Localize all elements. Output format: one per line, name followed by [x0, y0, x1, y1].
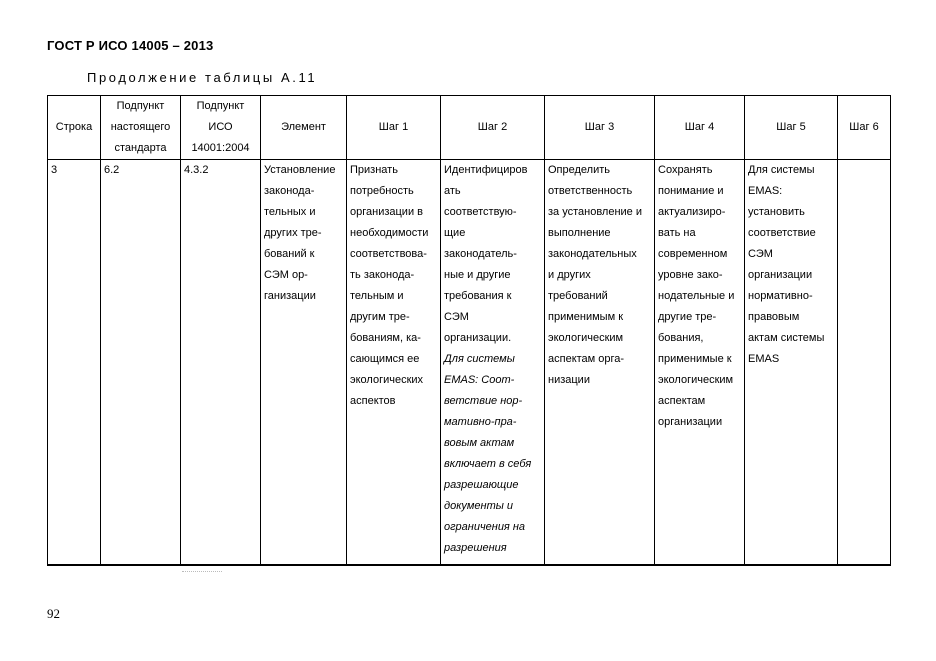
cell-text-line: ганизации — [264, 290, 316, 302]
cell-text-line: применимые к — [658, 353, 732, 365]
cell-text-line: установить — [748, 206, 805, 218]
cell-text-line: понимание и — [658, 185, 724, 197]
header-step-6: Шаг 6 — [838, 96, 891, 160]
header-row-number: Строка — [48, 96, 101, 160]
step-2-emas-note — [444, 349, 542, 559]
cell-text-line: актуализиро- — [658, 206, 726, 218]
cell-text-line: Для системы — [444, 353, 515, 365]
cell-text-line: аспектов — [350, 395, 396, 407]
cell-step-5 — [745, 160, 838, 566]
header-step-2: Шаг 2 — [441, 96, 545, 160]
cell-text-line: организации — [658, 416, 723, 428]
cell-text-line: EMAS — [748, 353, 780, 365]
cell-text-line: законодатель- — [444, 248, 517, 260]
cell-text-line: ть законода- — [350, 269, 415, 281]
cell-subclause-iso: 4.3.2 — [181, 160, 261, 566]
cell-text-line: Признать — [350, 164, 398, 176]
header-subclause-this-line: Подпункт — [116, 100, 165, 112]
requirements-table — [47, 95, 891, 566]
cell-text-line: бований к — [264, 248, 315, 260]
cell-text-line: EMAS: Соот- — [444, 374, 515, 386]
table-header-row — [48, 96, 891, 160]
cell-text-line: ответственность — [548, 185, 633, 197]
cell-text-line: нодательные и — [658, 290, 735, 302]
cell-text-line: аспектам орга- — [548, 353, 625, 365]
cell-step-3 — [545, 160, 655, 566]
cell-text-line: документы и — [444, 500, 514, 512]
cell-text-line: применимым к — [548, 311, 624, 323]
cell-text-line: разрешения — [444, 542, 507, 554]
header-subclause-this-line: настоящего — [110, 121, 171, 133]
cell-text-line: щие — [444, 227, 466, 239]
cell-text-line: экологическим — [658, 374, 734, 386]
cell-text-line: законодательных — [548, 248, 637, 260]
cell-text-line: Установление — [264, 164, 336, 176]
cell-text-line: соответствую- — [444, 206, 517, 218]
cell-step-4 — [655, 160, 745, 566]
header-step-5: Шаг 5 — [745, 96, 838, 160]
cell-text-line: ветствие нор- — [444, 395, 523, 407]
header-step-3: Шаг 3 — [545, 96, 655, 160]
cell-text-line: Для системы — [748, 164, 815, 176]
cell-subclause-this: 6.2 — [101, 160, 181, 566]
step-2-text — [444, 160, 542, 349]
header-subclause-this — [101, 96, 181, 160]
cell-text-line: организации — [748, 269, 813, 281]
cell-text-line: ные и другие — [444, 269, 511, 281]
cell-text-line: низации — [548, 374, 590, 386]
cell-text-line: тельных и — [264, 206, 316, 218]
cell-text-line: вовым актам — [444, 437, 515, 449]
cell-text-line: правовым — [748, 311, 800, 323]
cell-text-line: требования к — [444, 290, 512, 302]
header-subclause-iso-line: 14001:2004 — [191, 142, 250, 154]
header-element: Элемент — [261, 96, 347, 160]
table-caption: Продолжение таблицы А.11 — [87, 70, 318, 85]
cell-text-line: СЭМ — [748, 248, 773, 260]
cell-text-line: EMAS: — [748, 185, 783, 197]
cell-step-2 — [441, 160, 545, 566]
cell-text-line: другим тре- — [350, 311, 410, 323]
cell-text-line: и других — [548, 269, 591, 281]
cell-text-line: выполнение — [548, 227, 611, 239]
cell-text-line: современном — [658, 248, 728, 260]
header-subclause-iso-line: ИСО — [208, 121, 233, 133]
document-title: ГОСТ Р ИСО 14005 – 2013 — [47, 38, 214, 53]
cell-element — [261, 160, 347, 566]
page-number: 92 — [47, 606, 60, 621]
cell-text-line: мативно-пра- — [444, 416, 517, 428]
table-row — [48, 160, 891, 566]
cell-text-line: разрешающие — [444, 479, 519, 491]
cell-text-line: организации в — [350, 206, 423, 218]
cell-text-line: Сохранять — [658, 164, 713, 176]
cell-text-line: уровне зако- — [658, 269, 723, 281]
header-subclause-iso — [181, 96, 261, 160]
cell-text-line: сающимся ее — [350, 353, 420, 365]
header-step-1: Шаг 1 — [347, 96, 441, 160]
cell-text-line: соответствие — [748, 227, 816, 239]
cell-text-line: включает в себя — [444, 458, 532, 470]
cell-text-line: необходимости — [350, 227, 429, 239]
cell-text-line: бованиям, ка- — [350, 332, 421, 344]
cell-text-line: тельным и — [350, 290, 404, 302]
cell-step-6 — [838, 160, 891, 566]
header-subclause-iso-line: Подпункт — [196, 100, 245, 112]
scan-artifact-line — [182, 571, 222, 573]
cell-text-line: СЭМ ор- — [264, 269, 308, 281]
cell-text-line: Идентифициров — [444, 164, 528, 176]
cell-text-line: за установление и — [548, 206, 642, 218]
cell-text-line: вать на — [658, 227, 696, 239]
cell-text-line: потребность — [350, 185, 414, 197]
cell-text-line: ограничения на — [444, 521, 526, 533]
cell-text-line: соответствова- — [350, 248, 427, 260]
cell-text-line: СЭМ — [444, 311, 469, 323]
cell-text-line: другие тре- — [658, 311, 717, 323]
cell-text-line: нормативно- — [748, 290, 813, 302]
cell-text-line: других тре- — [264, 227, 322, 239]
cell-text-line: аспектам — [658, 395, 706, 407]
cell-step-1 — [347, 160, 441, 566]
cell-text-line: законода- — [264, 185, 315, 197]
cell-text-line: бования, — [658, 332, 704, 344]
cell-text-line: Определить — [548, 164, 611, 176]
header-subclause-this-line: стандарта — [114, 142, 167, 154]
cell-text-line: экологических — [350, 374, 424, 386]
cell-text-line: организации. — [444, 332, 512, 344]
cell-row-number: 3 — [48, 160, 101, 566]
header-step-4: Шаг 4 — [655, 96, 745, 160]
cell-text-line: актам системы — [748, 332, 825, 344]
cell-text-line: требований — [548, 290, 608, 302]
cell-text-line: ать — [444, 185, 461, 197]
cell-text-line: экологическим — [548, 332, 624, 344]
